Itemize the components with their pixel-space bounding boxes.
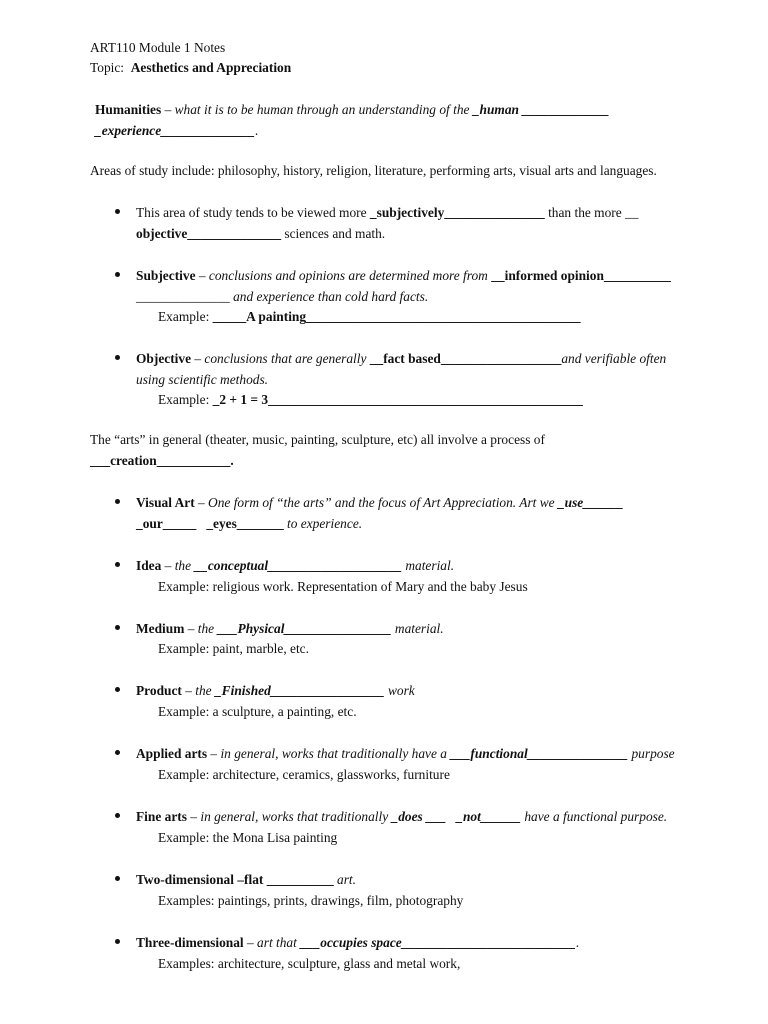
bullet-icon xyxy=(115,750,120,755)
applied-arts-blank: ___functional_______________ xyxy=(450,746,629,761)
applied-arts-line: Applied arts – in general, works that traditionally have a ___functional_______________ purpose xyxy=(136,746,675,761)
medium-blank: ___Physical________________ xyxy=(217,621,392,636)
two-dimensional-line: Two-dimensional –flat __________ art. xyxy=(136,872,356,887)
bullet-icon xyxy=(115,876,120,881)
arts-line-1: The “arts” in general (theater, music, painting, sculpture, etc) all involve a process of xyxy=(90,432,545,447)
visual-art-line-2: _our_____ _eyes_______ to experience. xyxy=(136,516,363,531)
product-line: Product – the _Finished_________________ work xyxy=(136,683,415,698)
three-dimensional-blank: ___occupies space__________________________ xyxy=(300,935,576,950)
objective-blank: __fact based__________________ xyxy=(369,351,562,366)
fine-arts-line: Fine arts – in general, works that traditionally _does ___ _not______ have a functional purpose. xyxy=(136,809,668,824)
applied-arts-example: Example: architecture, ceramics, glassworks, furniture xyxy=(158,767,450,782)
humanities-line-1: Humanities – what it is to be human through an understanding of the _human _____________ xyxy=(95,102,610,117)
subjective-blank-2: ______________ xyxy=(136,289,230,304)
idea-example: Example: religious work. Representation of Mary and the baby Jesus xyxy=(158,579,528,594)
subjective-example: Example: _____A painting_________________________________________ xyxy=(158,309,581,324)
medium-term: Medium xyxy=(136,621,185,636)
objective-line-2: using scientific methods. xyxy=(136,372,269,387)
three-dimensional-term: Three-dimensional xyxy=(136,935,244,950)
humanities-term: Humanities xyxy=(95,102,162,117)
topic-line xyxy=(90,57,291,78)
three-dimensional-line: Three-dimensional – art that ___occupies space__________________________. xyxy=(136,935,580,950)
bullet-icon xyxy=(115,939,120,944)
idea-term: Idea xyxy=(136,558,162,573)
subjective-example-value: _____A painting_________________________________________ xyxy=(212,309,581,324)
subjective-line-2: ______________ and experience than cold hard facts. xyxy=(136,289,429,304)
humanities-definition: what it is to be human through an understanding of the xyxy=(174,102,473,117)
visual-art-blank-2: _our_____ xyxy=(136,516,197,531)
two-dimensional-term: Two-dimensional xyxy=(136,872,234,887)
bullet-icon xyxy=(115,813,120,818)
objective-example-value: _2 + 1 = 3_______________________________________________ xyxy=(212,392,583,407)
medium-example: Example: paint, marble, etc. xyxy=(158,641,309,656)
product-example: Example: a sculpture, a painting, etc. xyxy=(158,704,357,719)
fine-arts-example: Example: the Mona Lisa painting xyxy=(158,830,338,845)
course-title: ART110 Module 1 Notes xyxy=(90,40,226,55)
topic-label: Topic: xyxy=(90,60,125,75)
areas-of-study: Areas of study include: philosophy, history, religion, literature, performing arts, visual arts and languages. xyxy=(90,163,657,178)
two-dimensional-example: Examples: paintings, prints, drawings, film, photography xyxy=(158,893,464,908)
subjective-blank-1: __informed opinion__________ xyxy=(491,268,671,283)
visual-art-blank-3: _eyes_______ xyxy=(206,516,284,531)
product-term: Product xyxy=(136,683,182,698)
visual-art-line-1: Visual Art – One form of “the arts” and the focus of Art Appreciation. Art we _use______ xyxy=(136,495,624,510)
subjective-term: Subjective xyxy=(136,268,196,283)
idea-blank: __conceptual____________________ xyxy=(194,558,402,573)
bullet-icon xyxy=(115,209,120,214)
objective-example: Example: _2 + 1 = 3_______________________________________________ xyxy=(158,392,583,407)
two-dimensional-blank: flat __________ xyxy=(244,872,334,887)
product-blank: _Finished_________________ xyxy=(214,683,385,698)
visual-art-blank-1: _use______ xyxy=(557,495,624,510)
subjectivity-line-1: This area of study tends to be viewed more _subjectively_______________ than the more __ xyxy=(136,205,639,220)
humanities-line-2: _experience______________. xyxy=(95,123,259,138)
bullet-icon xyxy=(115,625,120,630)
bullet-icon xyxy=(115,499,120,504)
objective-blank: objective______________ xyxy=(136,226,282,241)
objective-term: Objective xyxy=(136,351,192,366)
topic-title: Aesthetics and Appreciation xyxy=(130,60,292,75)
bullet-icon xyxy=(115,562,120,567)
creation-blank: ___creation___________. xyxy=(90,453,234,468)
bullet-icon xyxy=(115,355,120,360)
fine-arts-blank-1: _does ___ xyxy=(391,809,447,824)
subjectively-blank: _subjectively_______________ xyxy=(369,205,545,220)
three-dimensional-example: Examples: architecture, sculpture, glass and metal work, xyxy=(158,956,461,971)
medium-line: Medium – the ___Physical________________ material. xyxy=(136,621,444,636)
idea-line: Idea – the __conceptual____________________ material. xyxy=(136,558,455,573)
objective-line-1: Objective – conclusions that are generally __fact based__________________and verifiable often xyxy=(136,351,667,366)
humanities-blank-2: _experience______________ xyxy=(95,123,255,138)
applied-arts-term: Applied arts xyxy=(136,746,208,761)
bullet-icon xyxy=(115,272,120,277)
subjectivity-line-2: objective______________ sciences and math. xyxy=(136,226,386,241)
bullet-icon xyxy=(115,687,120,692)
humanities-blank-1: _human _____________ xyxy=(472,102,610,117)
visual-art-term: Visual Art xyxy=(136,495,195,510)
fine-arts-term: Fine arts xyxy=(136,809,187,824)
fine-arts-blank-2: _not______ xyxy=(456,809,521,824)
subjective-line-1: Subjective – conclusions and opinions are determined more from __informed opinion__________ xyxy=(136,268,671,283)
